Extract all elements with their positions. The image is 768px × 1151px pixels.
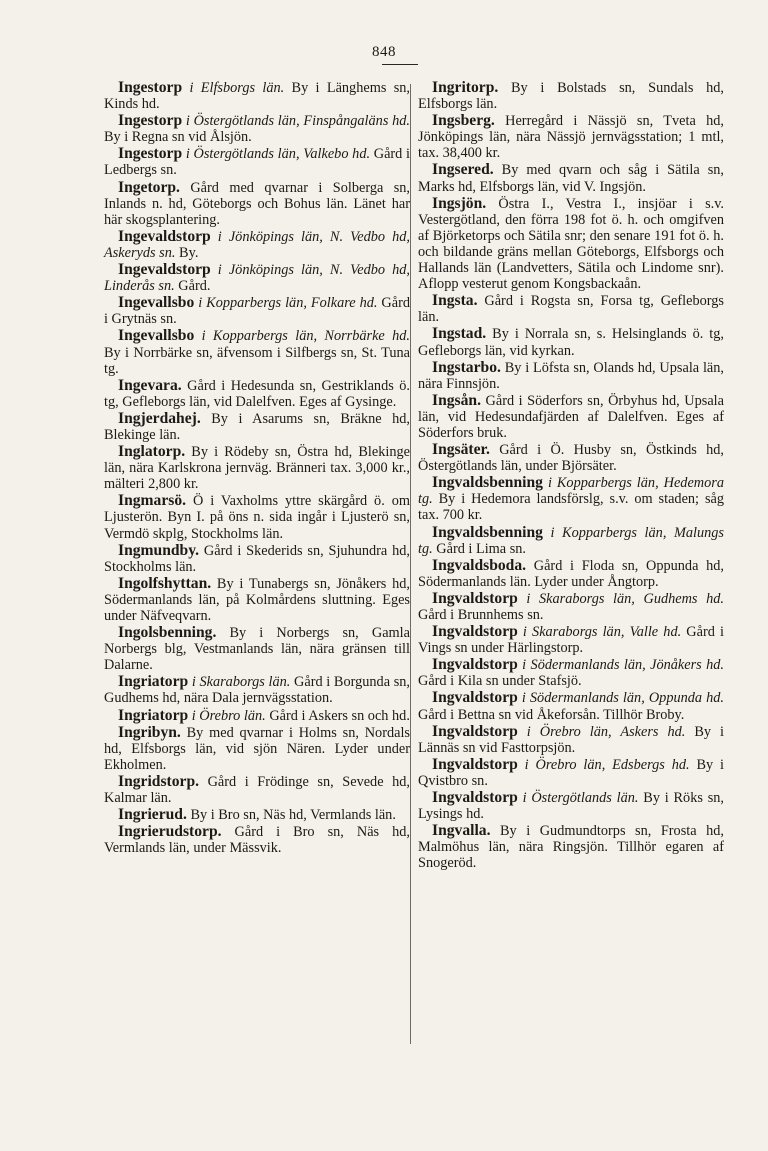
gazetteer-entry (418, 525, 724, 557)
gazetteer-entry (104, 328, 410, 376)
gazetteer-entry (104, 725, 410, 773)
entry-location: i Kopparbergs län, Malungs tg. (418, 524, 724, 557)
gazetteer-entry (104, 543, 410, 575)
entry-description: Ö i Vaxholms yttre skärgård ö. om Ljusterön. Byn I. på öns n. sida ingår i Ljusterö sn, Vermdö skplg, Stockholms län. (104, 493, 410, 542)
gazetteer-entry (104, 674, 410, 706)
entry-description: By i Qvistbro sn. (418, 756, 725, 789)
gazetteer-entry (104, 411, 410, 443)
entry-description: By i Regna sn vid Ålsjön. (104, 129, 252, 146)
entry-headword: Ingvaldstorp (432, 789, 518, 807)
entry-headword: Ingsberg. (432, 112, 495, 130)
gazetteer-entry (104, 80, 410, 112)
entry-location: i Örebro län, Askers hd. (517, 723, 686, 740)
entry-headword: Ingolfshyttan. (118, 574, 212, 592)
entry-description: Gård i Brunnhems sn. (418, 607, 544, 623)
entry-location: i Elfsborgs län. (182, 80, 285, 96)
left-column (104, 80, 410, 857)
entry-description: Gård i Borgunda sn, Gudhems hd, nära Dala jernvägsstation. (104, 674, 410, 707)
entry-description: By i Tunabergs sn, Jönåkers hd, Södermanlands län, på Kolmårdens sluttning. Eges under Näfveqvarn. (104, 575, 410, 624)
gazetteer-entry (418, 326, 724, 358)
entry-description: By med qvarn och såg i Sätila sn, Marks hd, Elfsborgs län, vid V. Ingsjön. (418, 162, 724, 195)
gazetteer-entry (418, 690, 724, 722)
entry-description: Gård i Askers sn och hd. (265, 707, 410, 724)
gazetteer-entry (104, 807, 410, 823)
entry-headword: Ingsjön. (432, 194, 487, 212)
gazetteer-entry (418, 196, 724, 293)
entry-headword: Ingetorp. (118, 178, 180, 196)
entry-description: By. (175, 244, 199, 261)
entry-headword: Ingritorp. (432, 79, 499, 96)
gazetteer-entry (418, 657, 724, 689)
entry-description: By i Norbergs sn, Gamla Norbergs blg, Vestmanlands län, nära gränsen till Dalarne. (104, 625, 410, 674)
entry-headword: Ingestorp (118, 145, 183, 163)
gazetteer-entry (104, 229, 410, 261)
entry-headword: Ingrierud. (118, 806, 187, 824)
entry-headword: Ingvaldstorp (432, 689, 518, 707)
entry-headword: Ingvaldsbenning (432, 474, 543, 492)
entry-description: Gård i Ledbergs sn. (104, 146, 410, 179)
entry-location: i Södermanlands län, Jönåkers hd. (517, 657, 724, 674)
entry-headword: Ingestorp (118, 79, 183, 96)
gazetteer-entry (104, 180, 410, 228)
entry-description: Gård i Frödinge sn, Sevede hd, Kalmar län. (104, 773, 410, 807)
entry-description: Gård i Hedesunda sn, Gestriklands ö. tg, Gefleborgs län, vid Dalelfven. Eges af Gysinge. (104, 377, 410, 410)
entry-headword: Ingvaldstorp (432, 755, 518, 773)
entry-headword: Ingsäter. (432, 441, 490, 459)
entry-headword: Ingmundby. (118, 541, 200, 559)
entry-headword: Ingsån. (432, 391, 481, 409)
entry-description: By i Bro sn, Näs hd, Vermlands län. (186, 807, 396, 824)
entry-description: By i Norrbärke sn, äfvensom i Silfbergs sn, St. Tuna tg. (104, 344, 410, 377)
entry-headword: Ingvaldstorp (432, 623, 518, 641)
column-divider (410, 84, 411, 1044)
entry-headword: Ingriatorp (118, 706, 189, 724)
entry-description: Gård i Lima sn. (432, 540, 527, 557)
entry-headword: Ingvalla. (432, 822, 491, 840)
gazetteer-entry (418, 113, 724, 161)
entry-location: i Skaraborgs län, Gudhems hd. (517, 590, 724, 607)
entry-location: i Örebro län. (188, 707, 266, 724)
gazetteer-entry (104, 295, 410, 327)
entry-description: By i Länghems sn, Kinds hd. (104, 80, 410, 113)
gazetteer-entry (418, 80, 724, 112)
gazetteer-entry (104, 625, 410, 673)
entry-headword: Ingstad. (432, 325, 487, 343)
gazetteer-entry (104, 824, 410, 856)
entry-headword: Ingvaldstorp (432, 722, 518, 740)
entry-description: By i Hedemora landsförslg, s.v. om staden; såg tax. 700 kr. (418, 491, 724, 524)
entry-headword: Ingjerdahej. (118, 409, 201, 427)
right-column (418, 80, 724, 873)
entry-description: By i Lännäs sn vid Fasttorpsjön. (418, 723, 724, 756)
entry-headword: Ingridstorp. (118, 772, 200, 790)
entry-location: i Kopparbergs län, Hedemora tg. (418, 475, 724, 508)
entry-description: Gård med qvarnar i Solberga sn, Inlands n. hd, Göteborgs och Bohus län. Länet har här skogsplantering. (104, 179, 410, 228)
entry-headword: Ingevaldstorp (118, 227, 211, 245)
entry-location: i Östergötlands län. (517, 790, 639, 807)
entry-headword: Ingriatorp (118, 673, 189, 691)
entry-location: i Östergötlands län, Finspångaläns hd. (182, 113, 410, 130)
entry-location: i Kopparbergs län, Folkare hd. (194, 295, 378, 312)
entry-headword: Ingolsbenning. (118, 624, 217, 642)
gazetteer-entry (418, 475, 724, 523)
entry-headword: Ingevallsbo (118, 327, 195, 345)
entry-headword: Ingvaldstorp (432, 589, 518, 607)
entry-headword: Ingevallsbo (118, 294, 195, 312)
entry-location: i Kopparbergs län, Norrbärke hd. (194, 328, 410, 345)
gazetteer-entry (418, 558, 724, 590)
gazetteer-entry (418, 790, 724, 822)
entry-headword: Ingsered. (432, 161, 494, 179)
entry-location: i Östergötlands län, Valkebo hd. (182, 146, 371, 163)
entry-description: Gård i Floda sn, Oppunda hd, Södermanlands län. Lyder under Ångtorp. (418, 557, 724, 590)
entry-description: Östra I., Vestra I., insjöar i s.v. Vestergötland, den förra 198 fot ö. h. och omgifven af Björketorps och Sätila snr; den senare 191 fot ö. h. och bildande gräns mellan Göteborgs, Elfsborgs och Hallands län (Landvetters, Sätila och Lindome snr). Aflopp vesterut genom Kongsbackaån. (418, 195, 724, 293)
entry-location: i Örebro län, Edsbergs hd. (517, 756, 690, 773)
entry-description: Gård i Bro sn, Näs hd, Vermlands län, under Mässvik. (104, 824, 410, 857)
entry-headword: Ingevara. (118, 376, 182, 394)
gazetteer-entry (418, 162, 724, 194)
entry-headword: Ingrierudstorp. (118, 823, 222, 841)
gazetteer-entry (104, 113, 410, 145)
entry-location: i Jönköpings län, N. Vedbo hd, Linderås sn. (104, 262, 410, 295)
gazetteer-entry (104, 378, 410, 410)
gazetteer-entry (418, 293, 724, 325)
entry-headword: Ingstarbo. (432, 358, 501, 376)
page-number: 848 (372, 44, 396, 60)
entry-description: Gård i Söderfors sn, Örbyhus hd, Upsala län, vid Hedesundafjärden af Dalelfven. Eges af Söderfors bruk. (418, 392, 724, 441)
entry-location: i Södermanlands län, Oppunda hd. (517, 690, 724, 707)
gazetteer-entry (104, 146, 410, 178)
entry-description: By med qvarnar i Holms sn, Nordals hd, Elfsborgs län, vid sjön Nären. Lyder under Ekholmen. (104, 724, 410, 773)
entry-description: By i Rödeby sn, Östra hd, Blekinge län, nära Karlskrona jernväg. Bränneri tax. 3,000 kr., mälteri 2,800 kr. (104, 444, 410, 493)
entry-headword: Ingevaldstorp (118, 261, 211, 279)
gazetteer-entry (418, 624, 724, 656)
entry-headword: Ingestorp (118, 112, 183, 130)
entry-description: Gård. (174, 278, 211, 295)
gazetteer-entry (104, 493, 410, 541)
entry-location: i Skaraborgs län. (188, 674, 291, 691)
gazetteer-entry (418, 442, 724, 474)
gazetteer-entry (104, 444, 410, 492)
entry-location: i Jönköpings län, N. Vedbo hd, Askeryds sn. (104, 228, 410, 261)
entry-description: By i Gudmundtorps sn, Frosta hd, Malmöhus län, nära Ringsjön. Tillhör egaren af Snogeröd. (418, 823, 724, 872)
entry-headword: Ingmarsö. (118, 492, 187, 510)
entry-description: By i Bolstads sn, Sundals hd, Elfsborgs län. (418, 80, 724, 113)
entry-headword: Ingribyn. (118, 723, 181, 741)
page-number-rule (382, 64, 418, 65)
gazetteer-entry (418, 360, 724, 392)
entry-description: Gård i Ö. Husby sn, Östkinds hd, Östergötlands län, under Björsäter. (418, 442, 724, 475)
entry-description: By i Löfsta sn, Olands hd, Upsala län, nära Finnsjön. (418, 359, 724, 392)
entry-headword: Inglatorp. (118, 443, 186, 461)
entry-description: By i Asarums sn, Bräkne hd, Blekinge län. (104, 410, 410, 443)
entry-description: Gård i Rogsta sn, Forsa tg, Gefleborgs län. (418, 293, 724, 326)
entry-description: By i Röks sn, Lysings hd. (418, 790, 724, 823)
gazetteer-entry (104, 262, 410, 294)
entry-location: i Skaraborgs län, Valle hd. (517, 624, 682, 641)
entry-description: By i Norrala sn, s. Helsinglands ö. tg, Gefleborgs län, vid kyrkan. (418, 326, 724, 359)
gazetteer-entry (418, 724, 724, 756)
gazetteer-entry (418, 591, 724, 623)
entry-headword: Ingvaldsboda. (432, 556, 527, 574)
entry-headword: Ingvaldsbenning (432, 523, 543, 541)
entry-description: Herregård i Nässjö sn, Tveta hd, Jönköpings län, nära Nässjö jernvägsstation; 1 mtl, tax. 38,400 kr. (418, 113, 724, 162)
entry-description: Gård i Skederids sn, Sjuhundra hd, Stockholms län. (104, 542, 410, 575)
gazetteer-entry (104, 774, 410, 806)
gazetteer-entry (418, 823, 724, 871)
entry-description: Gård i Kila sn under Stafsjö. (418, 673, 582, 690)
entry-description: Gård i Vings sn under Härlingstorp. (418, 624, 725, 657)
gazetteer-entry (418, 393, 724, 441)
gazetteer-entry (104, 708, 410, 724)
entry-headword: Ingsta. (432, 292, 478, 310)
entry-description: Gård i Bettna sn vid Åkeforsån. Tillhör Broby. (418, 706, 685, 723)
gazetteer-entry (104, 576, 410, 624)
entry-headword: Ingvaldstorp (432, 656, 518, 674)
entry-description: Gård i Grytnäs sn. (104, 295, 411, 328)
gazetteer-entry (418, 757, 724, 789)
